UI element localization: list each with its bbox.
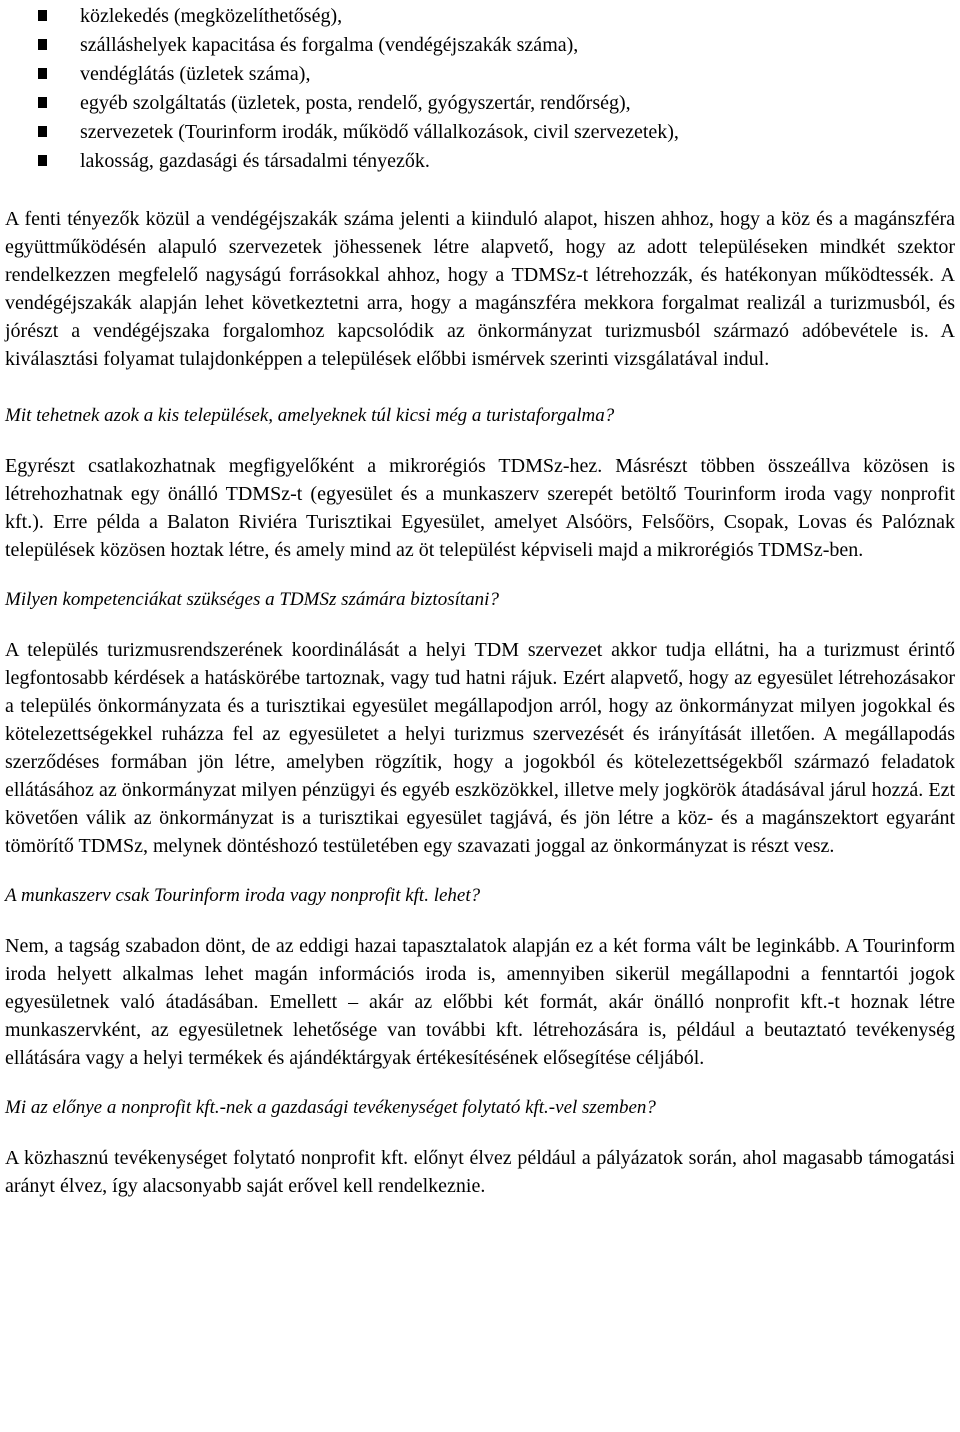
- square-bullet-icon: [38, 126, 47, 137]
- list-item-text: közlekedés (megközelíthetőség),: [80, 5, 343, 27]
- question-small-settlements: Mit tehetnek azok a kis települések, amelyeknek túl kicsi még a turistaforgalma?: [5, 405, 615, 426]
- paragraph-nonprofit-advantage-answer: A közhasznú tevékenységet folytató nonprofit kft. előnyt élvez például a pályázatok során, ahol magasabb támogatási arányt élvez, így alacsonyabb saját erővel kell rendelkeznie.: [5, 1147, 955, 1197]
- bullet-list: [5, 0, 955, 176]
- list-item-text: vendéglátás (üzletek száma),: [80, 63, 311, 85]
- list-item-text: szálláshelyek kapacitása és forgalma (vendégéjszakák száma),: [80, 34, 579, 56]
- list-item: [5, 2, 955, 31]
- list-item-text: egyéb szolgáltatás (üzletek, posta, rendelő, gyógyszertár, rendőrség),: [80, 92, 631, 114]
- list-item: [5, 89, 955, 118]
- question-nonprofit-advantage: Mi az előnye a nonprofit kft.-nek a gazdasági tevékenységet folytató kft.-vel szemben?: [5, 1097, 656, 1118]
- question-work-organization: A munkaszerv csak Tourinform iroda vagy nonprofit kft. lehet?: [5, 885, 481, 906]
- square-bullet-icon: [38, 97, 47, 108]
- square-bullet-icon: [38, 68, 47, 79]
- list-item: [5, 60, 955, 89]
- list-item: [5, 147, 955, 176]
- list-item: [5, 31, 955, 60]
- square-bullet-icon: [38, 10, 47, 21]
- paragraph-work-organization-answer: Nem, a tagság szabadon dönt, de az eddigi hazai tapasztalatok alapján ez a két forma vált be leginkább. A Tourinform iroda helyett alkalmas lehet magán információs iroda is, amennyiben sikerül megállapodni a fenntartói jogok egyesületnek való átadásában. Emellett – akár az előbbi két formát, akár önálló nonprofit kft.-t hoznak létre munkaszervként, az egyesületnek lehetősége van további kft. létrehozására is, például a beutaztató tevékenység ellátására vagy a helyi termékek és ajándéktárgyak értékesítésének elősegítése céljából.: [5, 935, 955, 1069]
- question-competencies: Milyen kompetenciákat szükséges a TDMSz számára biztosítani?: [5, 589, 499, 610]
- document-page: [5, 0, 955, 1200]
- paragraph-selection-criteria: A fenti tényezők közül a vendégéjszakák száma jelenti a kiinduló alapot, hiszen ahhoz, hogy a köz és a magánszféra együttműködésén alapuló szervezetek jöhessenek létre alapvető, hogy az adott településeken mindkét szektor rendelkezzen megfelelő nagyságú forrásokkal ahhoz, hogy a TDMSz-t létrehozzák, és hatékonyan működtessék. A vendégéjszakák alapján lehet következtetni arra, hogy a magánszféra mekkora forgalmat realizál a turizmusból, és jórészt a vendégéjszaka forgalomhoz kapcsolódik az önkormányzat turizmusból származó adóbevétele is. A kiválasztási folyamat tulajdonképpen a települések előbbi ismérvek szerinti vizsgálatával indul.: [5, 208, 955, 370]
- paragraph-small-settlements-answer: Egyrészt csatlakozhatnak megfigyelőként a mikrorégiós TDMSz-hez. Másrészt többen összeállva közösen is létrehozhatnak egy önálló TDMSz-t (egyesület és a munkaszerv szerepét betöltő Tourinform iroda vagy nonprofit kft.). Erre példa a Balaton Riviéra Turisztikai Egyesület, amelyet Alsóörs, Felsőörs, Csopak, Lovas és Palóznak települések közösen hoztak létre, és amely mind az öt települést képviseli majd a mikrorégiós TDMSz-ben.: [5, 455, 955, 561]
- paragraph-competencies-answer: A település turizmusrendszerének koordinálását a helyi TDM szervezet akkor tudja ellátni, ha a turizmust érintő legfontosabb kérdések a hatáskörébe tartoznak, vagy tud hatni rájuk. Ezért alapvető, hogy az egyesület létrehozásakor a település önkormányzata és a turisztikai egyesület megállapodjon arról, hogy az önkormányzat milyen jogokkal és kötelezettségekkel ruházza fel az egyesületet a helyi turizmus szervezését és irányítását illetően. A megállapodás szerződéses formában jön létre, amelyben rögzítik, hogy a jogokból és kötelezettségekből származó feladatok ellátásához az önkormányzat milyen pénzügyi és egyéb eszközökkel, illetve mely jogkörök átadásával járul hozzá. Ezt követően válik az önkormányzat is a turisztikai egyesület tagjává, és jön létre a köz- és a magánszektort egyaránt tömörítő TDMSz, melynek döntéshozó testületében egy szavazati joggal az önkormányzat is részt vesz.: [5, 639, 955, 857]
- square-bullet-icon: [38, 155, 47, 166]
- list-item-text: szervezetek (Tourinform irodák, működő vállalkozások, civil szervezetek),: [80, 121, 679, 143]
- list-item: [5, 118, 955, 147]
- square-bullet-icon: [38, 39, 47, 50]
- list-item-text: lakosság, gazdasági és társadalmi tényezők.: [80, 150, 430, 172]
